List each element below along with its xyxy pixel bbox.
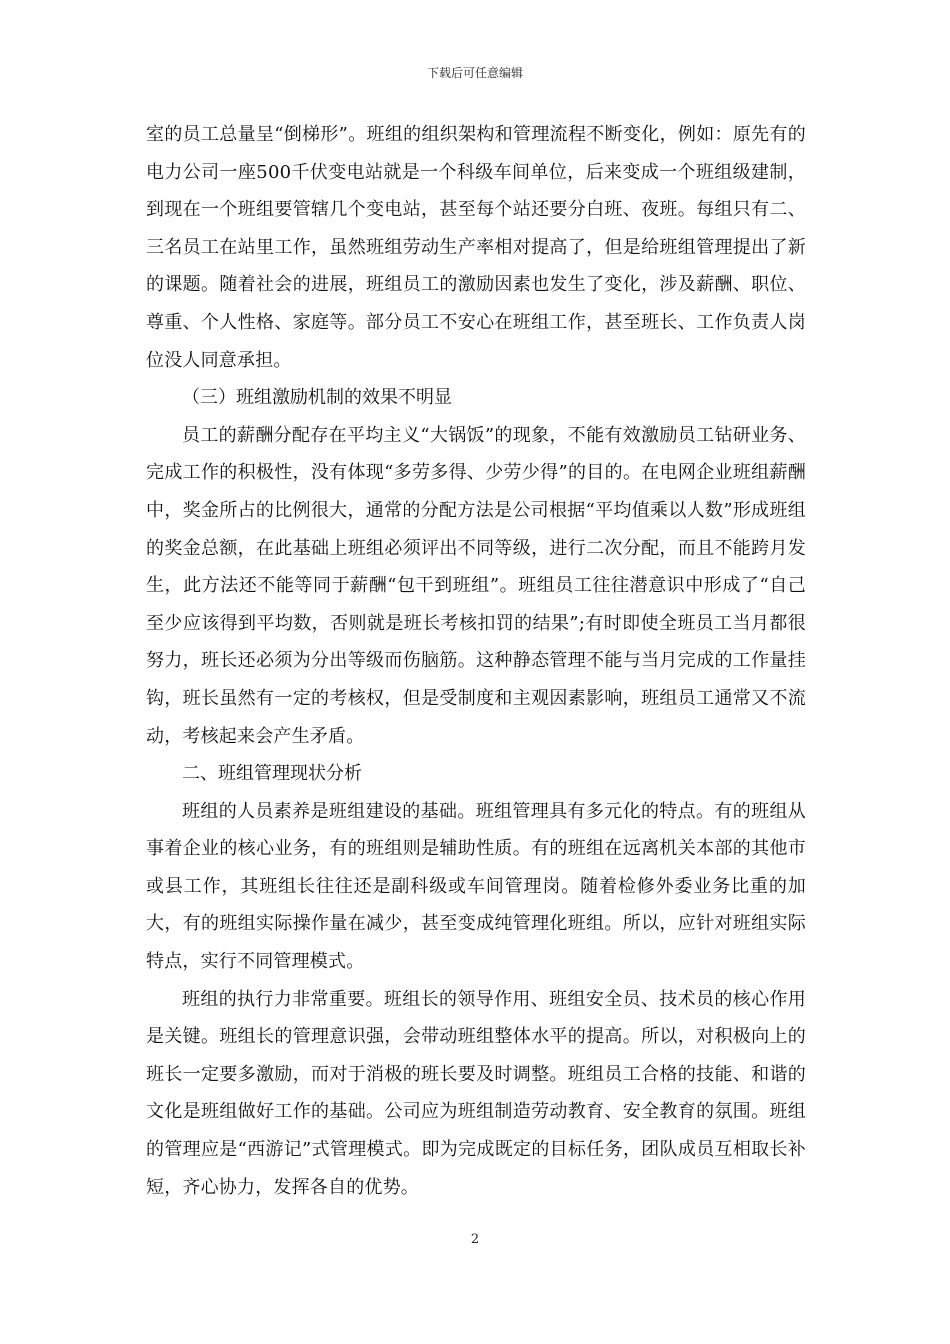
paragraph-4: 班组的执行力非常重要。班组长的领导作用、班组安全员、技术员的核心作用是关键。班组长的管理意识强，会带动班组整体水平的提高。所以，对积极向上的班长一定要多激励，而对于消极的班长要及时调整。班组员工合格的技能、和谐的文化是班组做好工作的基础。公司应为班组制造劳动教育、安全教育的氛围。班组的管理应是“西游记”式管理模式。即为完成既定的目标任务，团队成员互相取长补短，齐心协力，发挥各自的优势。: [146, 988, 806, 1198]
document-body: [146, 116, 806, 1206]
paragraph-1: 室的员工总量呈“倒梯形”。班组的组织架构和管理流程不断变化，例如：原先有的电力公司一座500千伏变电站就是一个科级车间单位，后来变成一个班组级建制，到现在一个班组要管辖几个变电站，甚至每个站还要分白班、夜班。每组只有二、三名员工在站里工作，虽然班组劳动生产率相对提高了，但是给班组管理提出了新的课题。随着社会的进展，班组员工的激励因素也发生了变化，涉及薪酬、职位、尊重、个人性格、家庭等。部分员工不安心在班组工作，甚至班长、工作负责人岗位没人同意承担。: [146, 124, 806, 371]
section-heading-3: （三）班组激励机制的效果不明显: [182, 387, 452, 409]
section-heading-2: 二、班组管理现状分析: [182, 763, 362, 785]
page-header: 下载后可任意编辑: [426, 66, 523, 80]
paragraph-2: 员工的薪酬分配存在平均主义“大锅饭”的现象，不能有效激励员工钻研业务、完成工作的积极性，没有体现“多劳多得、少劳少得”的目的。在电网企业班组薪酬中，奖金所占的比例很大，通常的分配方法是公司根据“平均值乘以人数”形成班组的奖金总额，在此基础上班组必须评出不同等级，进行二次分配，而且不能跨月发生，此方法还不能等同于薪酬“包干到班组”。班组员工往往潜意识中形成了“自己至少应该得到平均数，否则就是班长考核扣罚的结果”;有时即使全班员工当月都很努力，班长还必须为分出等级而伤脑筋。这种静态管理不能与当月完成的工作量挂钩，班长虽然有一定的考核权，但是受制度和主观因素影响，班组员工通常又不流动，考核起来会产生矛盾。: [146, 424, 806, 747]
page-number: 2: [470, 1232, 480, 1247]
paragraph-3: 班组的人员素养是班组建设的基础。班组管理具有多元化的特点。有的班组从事着企业的核心业务，有的班组则是辅助性质。有的班组在远离机关本部的其他市或县工作，其班组长往往还是副科级或车间管理岗。随着检修外委业务比重的加大，有的班组实际操作量在减少，甚至变成纯管理化班组。所以，应针对班组实际特点，实行不同管理模式。: [146, 800, 806, 973]
